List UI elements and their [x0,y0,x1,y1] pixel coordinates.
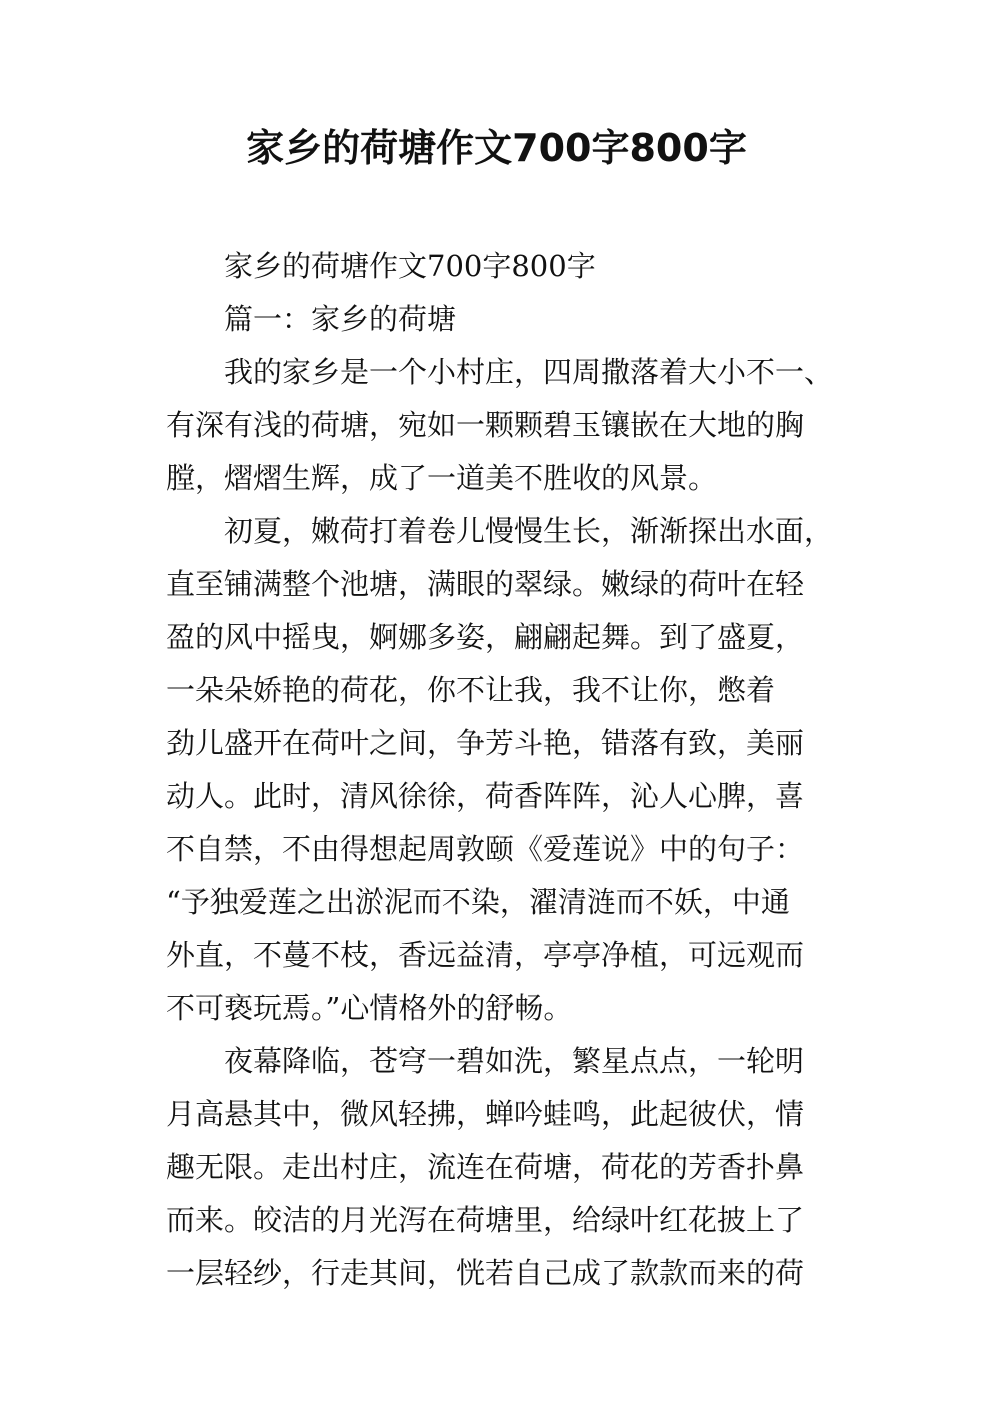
document-title: 家乡的荷塘作文700字800字 [246,126,747,170]
text-line: 初夏，嫩荷打着卷儿慢慢生长，渐渐探出水面， [224,514,834,548]
text-line: 月高悬其中，微风轻拂，蝉吟蛙鸣，此起彼伏，情 [166,1097,805,1131]
text-line: 篇一：家乡的荷塘 [224,302,457,336]
text-line: 动人。此时，清风徐徐，荷香阵阵，沁人心脾，喜 [166,779,805,813]
text-line: 直至铺满整个池塘，满眼的翠绿。嫩绿的荷叶在轻 [166,567,805,601]
text-line: 趣无限。走出村庄，流连在荷塘，荷花的芳香扑鼻 [166,1150,805,1184]
section-heading-paragraph [166,293,836,346]
body-paragraph [166,346,836,505]
text-line: “予独爱莲之出淤泥而不染，濯清涟而不妖，中通 [166,885,790,919]
text-line: 外直，不蔓不枝，香远益清，亭亭净植，可远观而 [166,938,805,972]
text-line: 夜幕降临，苍穹一碧如洗，繁星点点，一轮明 [224,1044,805,1078]
text-line: 一朵朵娇艳的荷花，你不让我，我不让你，憋着 [166,673,776,707]
text-line: 不自禁，不由得想起周敦颐《爱莲说》中的句子： [166,832,805,866]
body-paragraph [166,505,836,1035]
text-line: 一层轻纱，行走其间，恍若自己成了款款而来的荷 [166,1256,805,1290]
text-line: 有深有浅的荷塘，宛如一颗颗碧玉镶嵌在大地的胸 [166,408,805,442]
text-line: 而来。皎洁的月光泻在荷塘里，给绿叶红花披上了 [166,1203,805,1237]
text-line: 家乡的荷塘作文700字800字 [224,249,596,283]
document-body [166,240,836,1300]
text-line: 我的家乡是一个小村庄，四周撒落着大小不一、 [224,355,834,389]
text-line: 膛，熠熠生辉，成了一道美不胜收的风景。 [166,461,718,495]
subtitle-paragraph [166,240,836,293]
text-line: 不可亵玩焉。”心情格外的舒畅。 [166,991,573,1025]
body-paragraph [166,1035,836,1300]
text-line: 劲儿盛开在荷叶之间，争芳斗艳，错落有致，美丽 [166,726,805,760]
text-line: 盈的风中摇曳，婀娜多姿，翩翩起舞。到了盛夏， [166,620,805,654]
